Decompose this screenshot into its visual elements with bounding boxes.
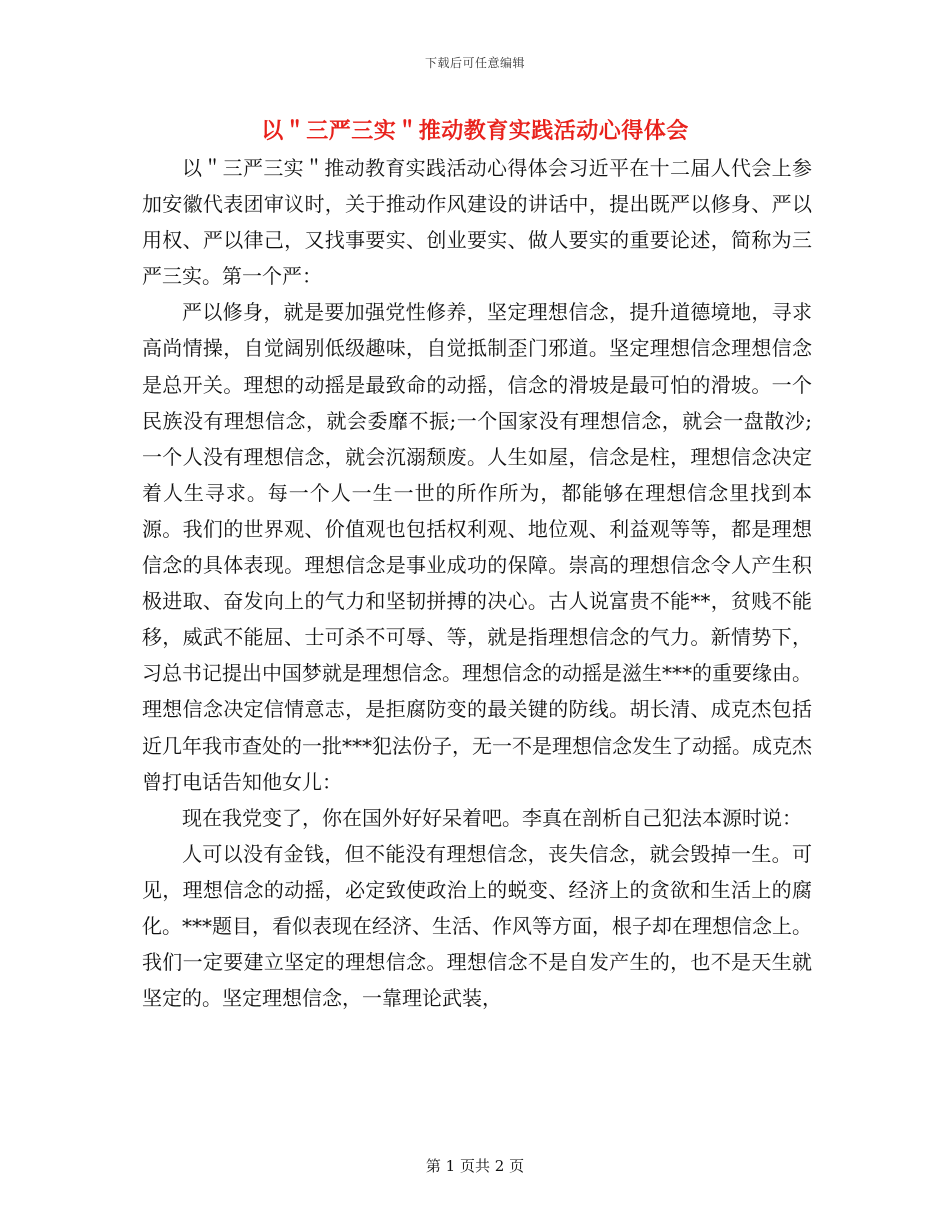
body-paragraph: 严以修身，就是要加强党性修养，坚定理想信念，提升道德境地，寻求高尚情操，自觉阔别低级趣味，自觉抵制歪门邪道。坚定理想信念理想信念是总开关。理想的动摇是最致命的动摇，信念的滑坡是最可怕的滑坡。一个民族没有理想信念，就会委靡不振;一个国家没有理想信念，就会一盘散沙;一个人没有理想信念，就会沉溺颓废。人生如屋，信念是柱，理想信念决定着人生寻求。每一个人一生一世的所作所为，都能够在理想信念里找到本源。我们的世界观、价值观也包括权利观、地位观、利益观等等，都是理想信念的具体表现。理想信念是事业成功的保障。崇高的理想信念令人产生积极进取、奋发向上的气力和坚韧拼搏的决心。古人说富贵不能**，贫贱不能移，威武不能屈、士可杀不可辱、等，就是指理想信念的气力。新情势下，习总书记提出中国梦就是理想信念。理想信念的动摇是滋生***的重要缘由。理想信念决定信情意志，是拒腐防变的最关键的防线。胡长清、成克杰包括近几年我市查处的一批***犯法份子，无一不是理想信念发生了动摇。成克杰曾打电话告知他女儿： — [142, 300, 812, 794]
document-title: 以＂三严三实＂推动教育实践活动心得体会 — [261, 119, 689, 144]
document-body — [142, 150, 812, 1016]
body-paragraph: 现在我党变了，你在国外好好呆着吧。李真在剖析自己犯法本源时说： — [182, 805, 802, 830]
body-paragraph: 人可以没有金钱，但不能没有理想信念，丧失信念，就会毁掉一生。可见，理想信念的动摇，必定致使政治上的蜕变、经济上的贪欲和生活上的腐化。***题目，看似表现在经济、生活、作风等方面，根子却在理想信念上。我们一定要建立坚定的理想信念。理想信念不是自发产生的，也不是天生就坚定的。坚定理想信念，一靠理论武装， — [142, 841, 812, 1011]
body-paragraph: 以＂三严三实＂推动教育实践活动心得体会习近平在十二届人代会上参加安徽代表团审议时，关于推动作风建设的讲话中，提出既严以修身、严以用权、严以律己，又找事要实、创业要实、做人要实的重要论述，简称为三严三实。第一个严： — [142, 156, 812, 289]
page-number-footer: 第 1 页共 2 页 — [425, 1157, 525, 1175]
page-header-note: 下载后可任意编辑 — [424, 56, 525, 70]
